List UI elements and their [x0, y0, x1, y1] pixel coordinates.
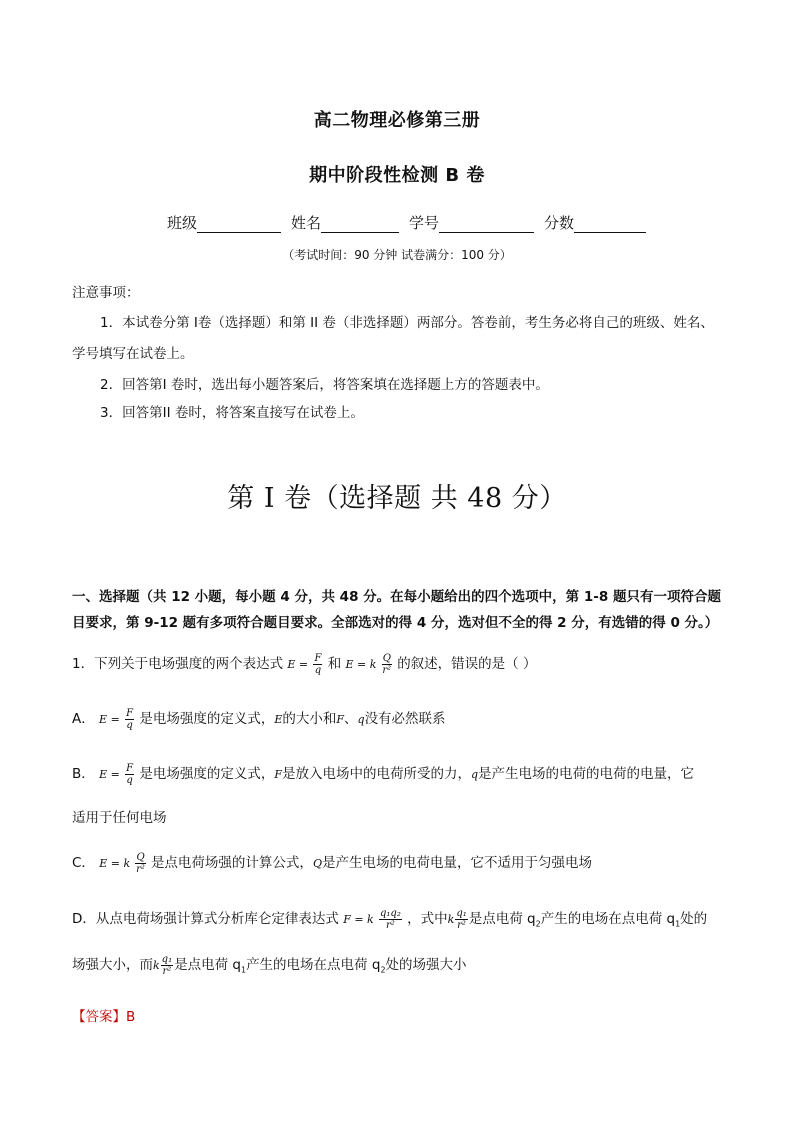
symbol-e: E [274, 713, 283, 726]
subscript: 2 [380, 965, 386, 975]
formula-e-eq-k: E = k [99, 857, 131, 870]
fraction-f-over-q [313, 653, 322, 676]
numerator: F [314, 652, 322, 664]
option-c-text: 是点电荷场强的计算公式， [150, 855, 313, 871]
stem-tail: 的叙述，错误的是（ ） [397, 656, 537, 672]
symbol-f: F [336, 713, 345, 726]
score-label: 分数 [544, 214, 575, 232]
subscript: 1 [675, 919, 681, 929]
answer-value: B [126, 1009, 136, 1025]
denominator: r² [386, 919, 395, 931]
symbol-q: q [471, 768, 479, 781]
fraction-f-over-q [125, 708, 134, 731]
denominator: r² [136, 863, 145, 875]
option-b-line-2: 适用于任何电场 [72, 810, 167, 826]
answer-label: 【答案】 [72, 1009, 126, 1025]
formula-e-eq: E = [99, 713, 120, 726]
numerator: q₁ [161, 953, 173, 965]
denominator: r² [457, 919, 466, 931]
notice-item-1-line-1: 1．本试卷分第 I卷（选择题）和第 II 卷（非选择题）两部分。答卷前，考生务必将自己的班级、姓名、 [100, 315, 714, 331]
option-b-text-3: 是产生电场的电荷的电荷的电量，它 [478, 766, 695, 782]
option-d-line-2-a: 场强大小，而 [72, 957, 153, 973]
document-subtitle: 期中阶段性检测 B 卷 [309, 165, 485, 186]
fraction-q1-over-r2 [161, 954, 173, 977]
formula-f-eq-k: F = k [343, 913, 374, 926]
notice-title: 注意事项： [72, 285, 140, 301]
numerator: q₁q₂ [380, 907, 401, 919]
option-d[interactable] [72, 907, 707, 931]
fraction-q-over-r2 [135, 852, 145, 875]
numerator: q₁ [456, 907, 467, 919]
numerator: F [126, 762, 134, 774]
notice-item-1-line-2: 学号填写在试卷上。 [72, 346, 194, 362]
option-c-text-2: 是产生电场的电荷电量，它不适用于匀强电场 [321, 855, 592, 871]
student-info-fields [167, 212, 646, 233]
option-d-label: D．从点电荷场强计算式分析库仑定律表达式 [72, 911, 339, 927]
document-title: 高二物理必修第三册 [313, 110, 481, 131]
symbol-k: k [153, 959, 160, 972]
option-d-text-3: 产生的电场在点电荷 q [540, 911, 676, 927]
stem-text: 1．下列关于电场强度的两个表达式 [72, 656, 284, 672]
symbol-q: q [357, 713, 365, 726]
option-a[interactable] [72, 707, 446, 731]
option-a-text: 是电场强度的定义式， [139, 711, 275, 727]
question-1-stem [72, 652, 536, 676]
symbol-q: Q [312, 857, 322, 870]
notice-item-3: 3．回答第II 卷时，将答案直接写在试卷上。 [100, 405, 364, 421]
subscript: 1 [240, 965, 247, 975]
option-b-text-2: 是放入电场中的电荷所受的力， [282, 766, 471, 782]
option-a-label: A． [72, 711, 95, 727]
option-b-label: B． [72, 766, 95, 782]
option-d-text-4: 处的 [680, 911, 708, 927]
exam-info: （考试时间：90 分钟 试卷满分：100 分） [282, 248, 512, 262]
class-label: 班级 [167, 214, 198, 232]
numerator: Q [382, 652, 391, 664]
denominator: q [314, 664, 322, 676]
stem-and: 和 [327, 656, 342, 672]
class-blank[interactable] [197, 216, 281, 233]
name-blank[interactable] [321, 216, 399, 233]
option-d-line-2-b: 是点电荷 q [174, 957, 241, 973]
id-blank[interactable] [439, 216, 534, 233]
fraction-f-over-q [125, 763, 134, 786]
option-d-line-2 [72, 953, 467, 977]
denominator: r² [162, 965, 172, 977]
option-a-text-3: 、 [344, 711, 358, 727]
option-a-text-2: 的大小和 [282, 711, 337, 727]
formula-e-eq: E = [99, 768, 120, 781]
option-d-text: ，式中 [407, 911, 448, 927]
section-title: 第 I 卷（选择题 共 48 分） [227, 483, 567, 514]
formula-e-eq-k: E = k [345, 658, 377, 671]
fraction-q1-over-r2 [455, 908, 467, 931]
numerator: Q [136, 851, 145, 863]
denominator: r² [382, 664, 392, 676]
symbol-f: F [274, 768, 282, 781]
score-blank[interactable] [574, 216, 646, 233]
option-b-text: 是电场强度的定义式， [139, 766, 275, 782]
fraction-q1q2-over-r2 [379, 908, 402, 931]
denominator: q [126, 719, 133, 731]
notice-item-2: 2．回答第I 卷时，选出每小题答案后，将答案填在选择题上方的答题表中。 [100, 377, 549, 393]
option-d-line-2-d: 处的场强大小 [385, 957, 467, 973]
denominator: q [126, 774, 133, 786]
option-c-label: C． [72, 855, 95, 871]
option-d-line-2-c: 产生的电场在点电荷 q [246, 957, 381, 973]
subscript: 2 [535, 919, 541, 929]
formula-e-eq: E = [287, 658, 309, 671]
option-a-text-4: 没有必然联系 [364, 711, 446, 727]
answer [72, 1005, 135, 1025]
name-label: 姓名 [291, 214, 322, 232]
id-label: 学号 [409, 214, 440, 232]
numerator: F [126, 707, 134, 719]
option-b[interactable] [72, 762, 694, 786]
fraction-q-over-r2 [382, 653, 392, 676]
part-heading: 一、选择题（共 12 小题，每小题 4 分，共 48 分。在每小题给出的四个选项中，第 1-8 题只有一项符合题目要求，第 9-12 题有多项符合题目要求。全部选对的得 4 分，选对但不全的得 2 分，有选错的得 0 分。） [72, 589, 721, 631]
symbol-k: k [447, 913, 455, 926]
option-d-text-2: 是点电荷 q [468, 911, 536, 927]
option-c[interactable] [72, 851, 592, 875]
